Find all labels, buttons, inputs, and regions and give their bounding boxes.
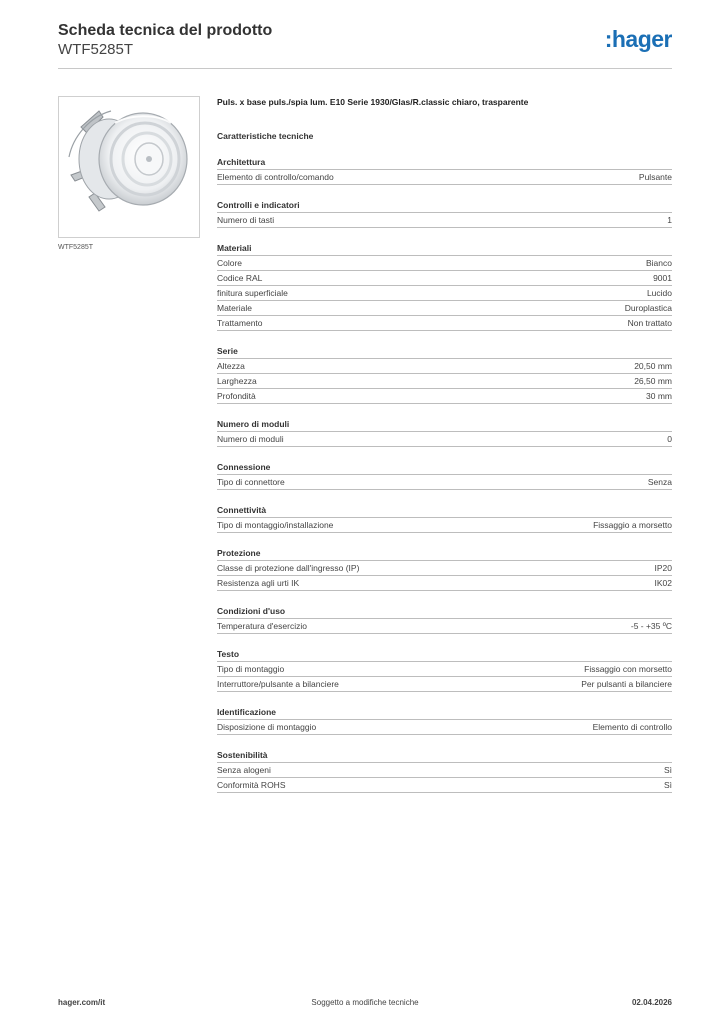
section-title: Connessione xyxy=(217,462,271,472)
section-title: Sostenibilità xyxy=(217,750,268,760)
section-title: Protezione xyxy=(217,548,261,558)
spec-label: Disposizione di montaggio xyxy=(217,722,317,732)
spec-section xyxy=(217,198,672,228)
section-title: Controlli e indicatori xyxy=(217,200,300,210)
spec-label: Classe di protezione dall'ingresso (IP) xyxy=(217,563,360,573)
spec-label: Resistenza agli urti IK xyxy=(217,578,300,588)
spec-value: Sì xyxy=(663,765,672,775)
spec-section xyxy=(217,417,672,447)
spec-label: Numero di moduli xyxy=(217,434,284,444)
spec-row xyxy=(217,388,672,404)
spec-value: 0 xyxy=(667,434,672,444)
spec-label: Senza alogeni xyxy=(217,765,271,775)
product-description: Puls. x base puls./spia lum. E10 Serie 1930/Glas/R.classic chiaro, trasparente xyxy=(217,97,529,107)
spec-label: Materiale xyxy=(217,303,252,313)
spec-rows xyxy=(217,618,672,634)
spec-row xyxy=(217,169,672,185)
page-title: Scheda tecnica del prodotto xyxy=(58,22,273,39)
hager-logo xyxy=(590,26,672,54)
spec-label: Profondità xyxy=(217,391,256,401)
spec-row xyxy=(217,431,672,447)
spec-section xyxy=(217,344,672,404)
spec-value: 1 xyxy=(667,215,672,225)
spec-value: Sì xyxy=(663,780,672,790)
spec-row xyxy=(217,300,672,315)
spec-section xyxy=(217,241,672,331)
spec-section xyxy=(217,155,672,185)
spec-rows xyxy=(217,719,672,735)
spec-row xyxy=(217,517,672,533)
spec-value: 30 mm xyxy=(646,391,672,401)
footer-note: Soggetto a modifiche tecniche xyxy=(311,998,419,1007)
spec-rows xyxy=(217,517,672,533)
spec-rows xyxy=(217,358,672,404)
spec-section xyxy=(217,705,672,735)
spec-row xyxy=(217,560,672,575)
specs-heading: Caratteristiche tecniche xyxy=(217,131,314,141)
product-image xyxy=(58,96,200,238)
page-header xyxy=(58,22,672,68)
spec-section xyxy=(217,748,672,793)
spec-value: Senza xyxy=(647,477,672,487)
spec-label: Tipo di connettore xyxy=(217,477,285,487)
spec-row xyxy=(217,285,672,300)
spec-label: finitura superficiale xyxy=(217,288,288,298)
spec-row xyxy=(217,358,672,373)
spec-value: 9001 xyxy=(653,273,672,283)
spec-label: Codice RAL xyxy=(217,273,263,283)
spec-rows xyxy=(217,661,672,692)
spec-label: Tipo di montaggio xyxy=(217,664,285,674)
spec-row xyxy=(217,676,672,692)
spec-row xyxy=(217,255,672,270)
section-title: Identificazione xyxy=(217,707,277,717)
spec-value: Fissaggio a morsetto xyxy=(593,520,672,530)
spec-row xyxy=(217,474,672,490)
spec-row xyxy=(217,270,672,285)
spec-rows xyxy=(217,474,672,490)
spec-section xyxy=(217,503,672,533)
footer-date: 02.04.2026 xyxy=(631,998,672,1007)
section-title: Materiali xyxy=(217,243,252,253)
spec-label: Larghezza xyxy=(217,376,257,386)
image-caption: WTF5285T xyxy=(58,244,94,251)
spec-rows xyxy=(217,560,672,591)
header-divider xyxy=(58,68,672,69)
spec-row xyxy=(217,762,672,777)
spec-value: Duroplastica xyxy=(624,303,672,313)
section-title: Serie xyxy=(217,346,238,356)
spec-value: Bianco xyxy=(646,258,672,268)
spec-value: Pulsante xyxy=(638,172,672,182)
spec-row xyxy=(217,575,672,591)
spec-rows xyxy=(217,212,672,228)
spec-value: Lucido xyxy=(646,288,672,298)
spec-row xyxy=(217,212,672,228)
push-button-illustration xyxy=(59,97,199,237)
spec-label: Elemento di controllo/comando xyxy=(217,172,334,182)
section-title: Condizioni d'uso xyxy=(217,606,286,616)
spec-value: Per pulsanti a bilanciere xyxy=(581,679,672,689)
spec-row xyxy=(217,661,672,676)
spec-label: Numero di tasti xyxy=(217,215,275,225)
footer-website: hager.com/it xyxy=(58,998,106,1007)
section-title: Architettura xyxy=(217,157,266,167)
spec-rows xyxy=(217,255,672,331)
section-title: Connettività xyxy=(217,505,267,515)
page-footer xyxy=(58,998,672,1010)
spec-row xyxy=(217,315,672,331)
spec-value: IP20 xyxy=(654,563,672,573)
spec-value: Fissaggio con morsetto xyxy=(584,664,672,674)
spec-label: Tipo di montaggio/installazione xyxy=(217,520,334,530)
svg-text::hager: :hager xyxy=(604,26,672,52)
spec-value: IK02 xyxy=(654,578,672,588)
spec-label: Altezza xyxy=(217,361,245,371)
spec-rows xyxy=(217,169,672,185)
spec-label: Conformità ROHS xyxy=(217,780,286,790)
spec-section xyxy=(217,460,672,490)
spec-value: Elemento di controllo xyxy=(592,722,672,732)
spec-row xyxy=(217,719,672,735)
spec-rows xyxy=(217,431,672,447)
spec-section xyxy=(217,647,672,692)
section-title: Testo xyxy=(217,649,240,659)
spec-sheet xyxy=(217,96,672,793)
section-title: Numero di moduli xyxy=(217,419,290,429)
product-code: WTF5285T xyxy=(58,41,134,58)
spec-value: 26,50 mm xyxy=(634,376,672,386)
spec-row xyxy=(217,373,672,388)
spec-rows xyxy=(217,762,672,793)
spec-value: 20,50 mm xyxy=(634,361,672,371)
spec-label: Temperatura d'esercizio xyxy=(217,621,307,631)
spec-value: -5 - +35 ºC xyxy=(630,621,672,631)
spec-label: Colore xyxy=(217,258,243,268)
spec-value: Non trattato xyxy=(627,318,672,328)
spec-label: Trattamento xyxy=(217,318,263,328)
spec-section xyxy=(217,546,672,591)
spec-label: Interruttore/pulsante a bilanciere xyxy=(217,679,339,689)
spec-row xyxy=(217,618,672,634)
spec-sections xyxy=(217,155,672,793)
spec-row xyxy=(217,777,672,793)
spec-section xyxy=(217,604,672,634)
